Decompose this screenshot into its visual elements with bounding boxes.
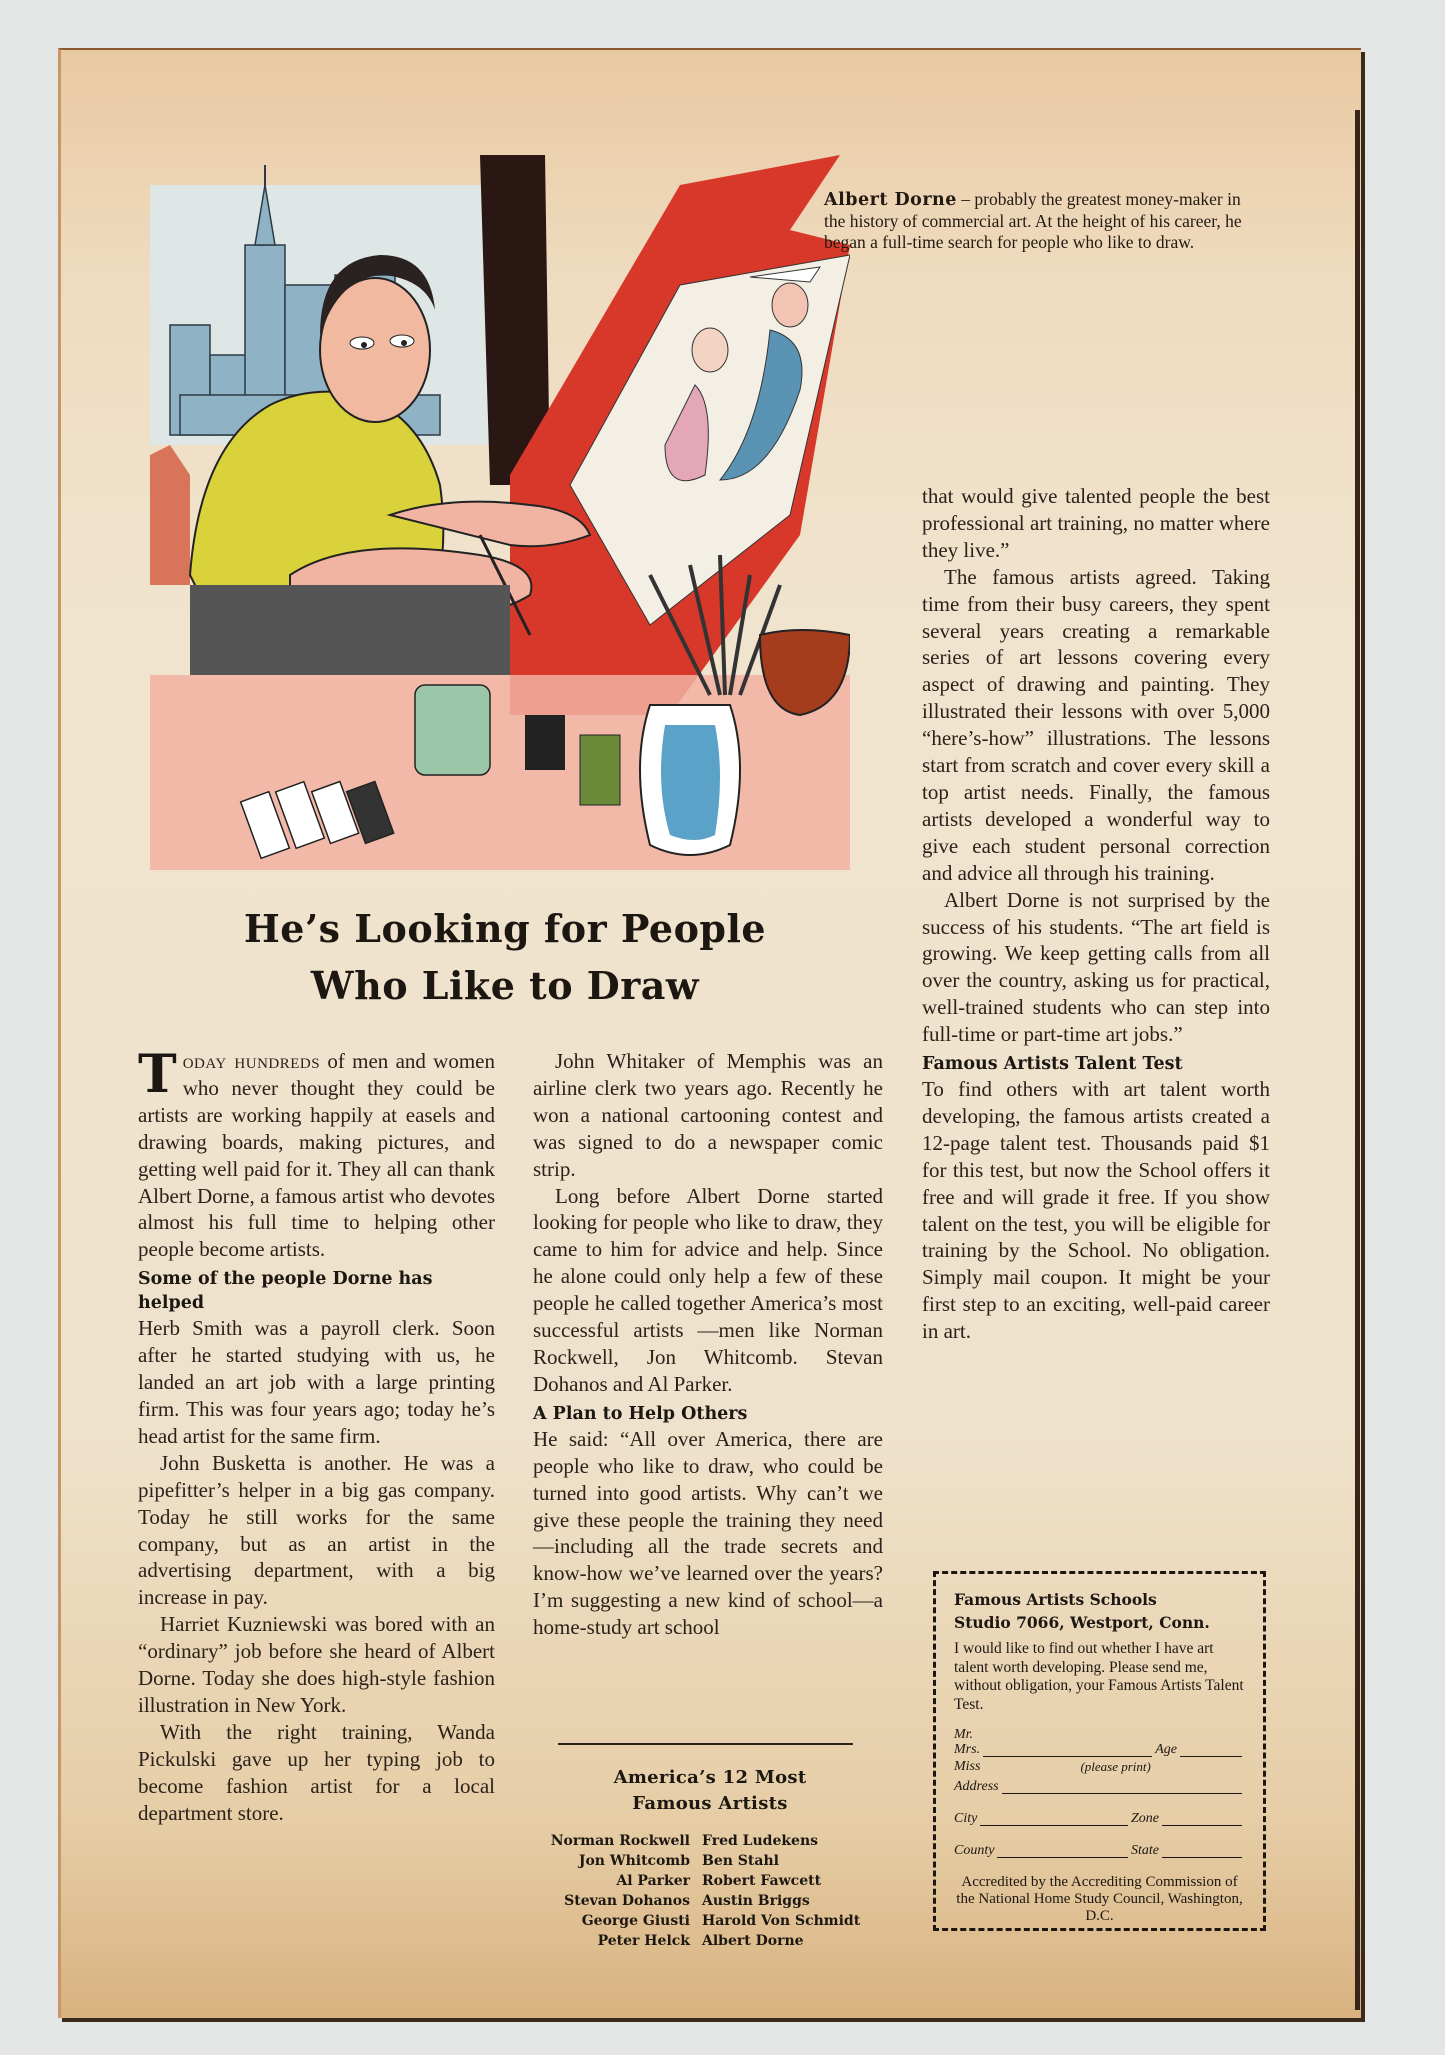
page-spine-edge (1355, 110, 1360, 2010)
coupon-body: I would like to find out whether I have art talent worth developing. Please send me, without obligation, your Famous Artists Talent Test. (954, 1640, 1244, 1713)
article-column-1 (138, 1044, 495, 1826)
paragraph: He said: “All over America, there are people who like to draw, who could be turned into good artists. Why can’t we give these people the training they need—including all the trade secrets and know-how we’ve learned over the years? I’m suggesting a new kind of school—a home-study art school (533, 1426, 883, 1640)
divider-rule (558, 1743, 853, 1745)
artist-illustration (150, 155, 850, 870)
subhead-talent-test: Famous Artists Talent Test (922, 1054, 1183, 1075)
paragraph: that would give talented people the best professional art training, no matter where they live.” (922, 484, 1270, 562)
article-column-3 (922, 483, 1270, 1345)
famous-artists-title-1: America’s 12 Most (613, 1767, 807, 1788)
famous-artists-title-2: Famous Artists (632, 1793, 788, 1814)
accreditation-note: Accredited by the Accrediting Commission of the National Home Study Council, Washington, D.C. (956, 1874, 1243, 1924)
headline-line-1: He’s Looking for People (243, 906, 767, 951)
artist-name: Al Parker (616, 1873, 690, 1889)
age-field[interactable] (1180, 1744, 1242, 1757)
famous-artists-list (520, 1765, 900, 1951)
label-address: Address (954, 1779, 999, 1794)
label-miss: Miss (954, 1759, 981, 1774)
name-field[interactable] (983, 1744, 1152, 1757)
label-zone: Zone (1131, 1811, 1159, 1826)
page-headline (180, 900, 830, 1014)
subhead-people-helped: Some of the people Dorne has helped (138, 1269, 433, 1314)
paragraph: Albert Dorne is not surprised by the success of his students. “The art field is growing. We keep getting calls from all over the country, asking us for practical, well-trained students who can step into full-time or part-time art jobs.” (922, 887, 1270, 1047)
caption-text: – probably the greatest money-maker in the history of commercial art. At the height of his career, he began a full-time search for people who like to draw. (824, 189, 1242, 252)
artist-name: Ben Stahl (702, 1853, 779, 1869)
coupon-address: Studio 7066, Westport, Conn. (954, 1613, 1210, 1632)
subhead-plan: A Plan to Help Others (533, 1403, 748, 1424)
label-mrs: Mrs. (954, 1742, 981, 1757)
mail-coupon[interactable] (933, 1571, 1266, 1931)
paragraph: John Whitaker of Memphis was an airline clerk two years ago. Recently he won a national cartooning contest and was signed to do a newspaper comic strip. (533, 1049, 883, 1181)
paragraph: Long before Albert Dorne started looking for people who like to draw, they came to him for advice and help. Since he alone could only help a few of these people he called together America’s most successful artists —men like Norman Rockwell, Jon Whitcomb. Stevan Dohanos and Al Parker. (533, 1183, 883, 1396)
paragraph: To find others with art talent worth developing, the famous artists created a 12-page talent test. Thousands paid $1 for this test, but now the School offers it free and will grade it free. If you show talent on the test, you will be eligible for training by the School. No obligation. Simply mail coupon. It might be your first step to an exciting, well-paid career in art. (922, 1077, 1270, 1344)
label-mr: Mr. (954, 1727, 974, 1742)
illustration-caption (824, 189, 1244, 253)
paragraph: With the right training, Wanda Pickulski gave up her typing job to become fashion artist for a local department store. (138, 1719, 495, 1825)
zone-field[interactable] (1162, 1813, 1242, 1826)
paragraph: John Busketta is another. He was a pipefitter’s helper in a big gas company. Today he still works for the same company, but as an artist in the advertising department, with a big increase in pay. (138, 1450, 495, 1610)
artist-name: Austin Briggs (702, 1893, 810, 1909)
artist-name: Harold Von Schmidt (702, 1913, 861, 1929)
artist-name: Jon Whitcomb (578, 1853, 690, 1869)
state-field[interactable] (1162, 1845, 1242, 1858)
artist-name: Norman Rockwell (550, 1833, 690, 1849)
paragraph: Herb Smith was a payroll clerk. Soon after he started studying with us, he landed an art job with a large printing firm. This was four years ago; today he’s head artist for the same firm. (138, 1316, 495, 1448)
label-state: State (1131, 1843, 1159, 1858)
artist-name: Albert Dorne (702, 1933, 804, 1949)
paragraph: The famous artists agreed. Taking time from their busy careers, they spent several years creating a remarkable series of art lessons covering every aspect of drawing and painting. They illustrated their lessons with over 5,000 “here’s-how” illustrations. The lessons start from scratch and cover every skill a top artist needs. Finally, the famous artists developed a wonderful way to give each student personal correction and advice all through his training. (922, 564, 1270, 885)
artist-name: Robert Fawcett (702, 1873, 822, 1889)
article-column-2 (533, 1048, 883, 1641)
label-age: Age (1155, 1742, 1177, 1757)
caption-name: Albert Dorne (824, 190, 957, 210)
label-city: City (954, 1811, 978, 1826)
paragraph: Harriet Kuzniewski was bored with an “ordinary” job before she heard of Albert Dorne. Today she does high-style fashion illustration in New York. (138, 1612, 495, 1717)
artist-name: Stevan Dohanos (564, 1893, 690, 1909)
intro-text: of men and women who never thought they could be artists are working happily at easels and drawing boards, making pictures, and getting well paid for it. They all can thank Albert Dorne, a famous artist who devotes almost his full time to helping other people become artists. (138, 1049, 495, 1262)
headline-line-2: Who Like to Draw (310, 963, 700, 1008)
artist-name: Peter Helck (597, 1933, 690, 1949)
address-field[interactable] (1002, 1781, 1242, 1794)
city-field[interactable] (980, 1813, 1128, 1826)
drop-cap: T (138, 1044, 177, 1105)
county-field[interactable] (997, 1845, 1128, 1858)
lead-smallcaps: oday hundreds (182, 1049, 321, 1073)
artist-name: Fred Ludekens (702, 1833, 819, 1849)
artist-name: George Giusti (581, 1913, 690, 1929)
label-county: County (954, 1843, 995, 1858)
intro-paragraph (138, 1044, 495, 1263)
please-print-hint: (please print) (1080, 1759, 1151, 1774)
coupon-school: Famous Artists Schools (954, 1590, 1157, 1609)
